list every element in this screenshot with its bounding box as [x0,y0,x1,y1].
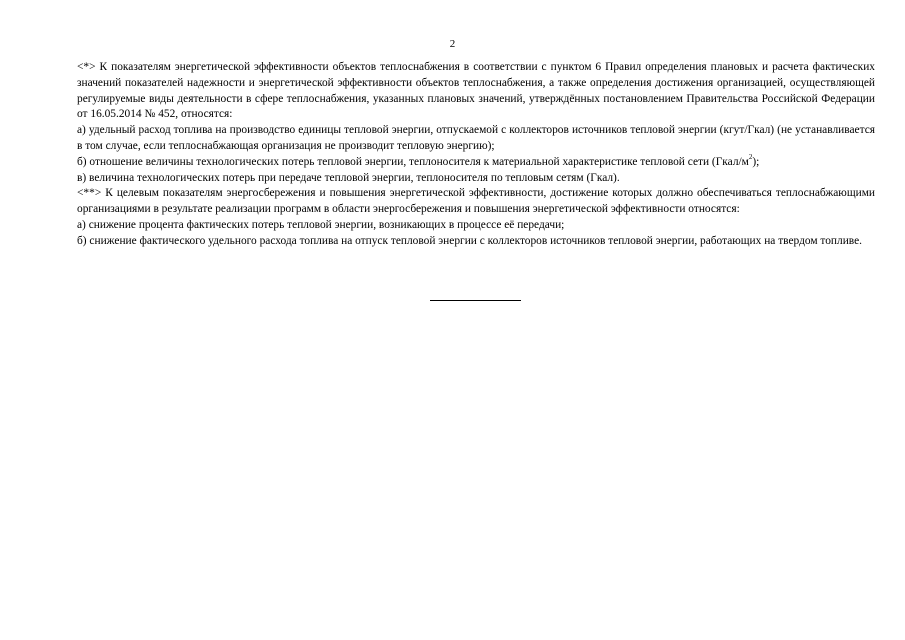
footnote-1-item-b-suffix: ); [752,155,760,168]
footnote-2-item-b: б) снижение фактического удельного расхода топлива на отпуск тепловой энергии с коллекторов источников тепловой энергии, работающих на твердом топливе. [77,234,863,247]
footnote-1-item-c: в) величина технологических потерь при передаче тепловой энергии, теплоносителя по тепловым сетям (Гкал). [77,171,620,184]
end-separator-line [430,300,521,301]
footnote-1-intro: <*> К показателям энергетической эффективности объектов теплоснабжения в соответствии с пунктом 6 Правил определения плановых и расчета фактических значений показателей надежности и энергетической эффективности объектов теплоснабжения, а также определения достижения организацией, осуществляющей регулируемые виды деятельности в сфере теплоснабжения, указанных плановых значений, утверждённых постановлением Правительства Российской Федерации от 16.05.2014 № 452, относятся: [77,61,875,121]
footnote-1-item-b-superscript: 2 [748,152,753,161]
footnote-1-item-a: а) удельный расход топлива на производство единицы тепловой энергии, отпускаемой с коллекторов источников тепловой энергии (кгут/Гкал) (не устанавливается в том случае, если теплоснабжающая организация не производит тепловую энергию); [77,124,875,152]
footnote-2-item-a: а) снижение процента фактических потерь тепловой энергии, возникающих в процессе её передачи; [77,218,565,231]
footnote-1-item-b-text: б) отношение величины технологических потерь тепловой энергии, теплоносителя к материальной характеристике тепловой сети (Гкал/м [77,155,749,168]
footnote-1-item-b [77,152,875,171]
footnotes-block [77,60,875,250]
page-number: 2 [449,38,456,50]
footnote-2-intro: <**> К целевым показателям энергосбережения и повышения энергетической эффективности, достижение которых должно обеспечиваться теплоснабжающими организациями в результате реализации программ в области энергосбережения и повышения энергетической эффективности относятся: [77,187,875,216]
